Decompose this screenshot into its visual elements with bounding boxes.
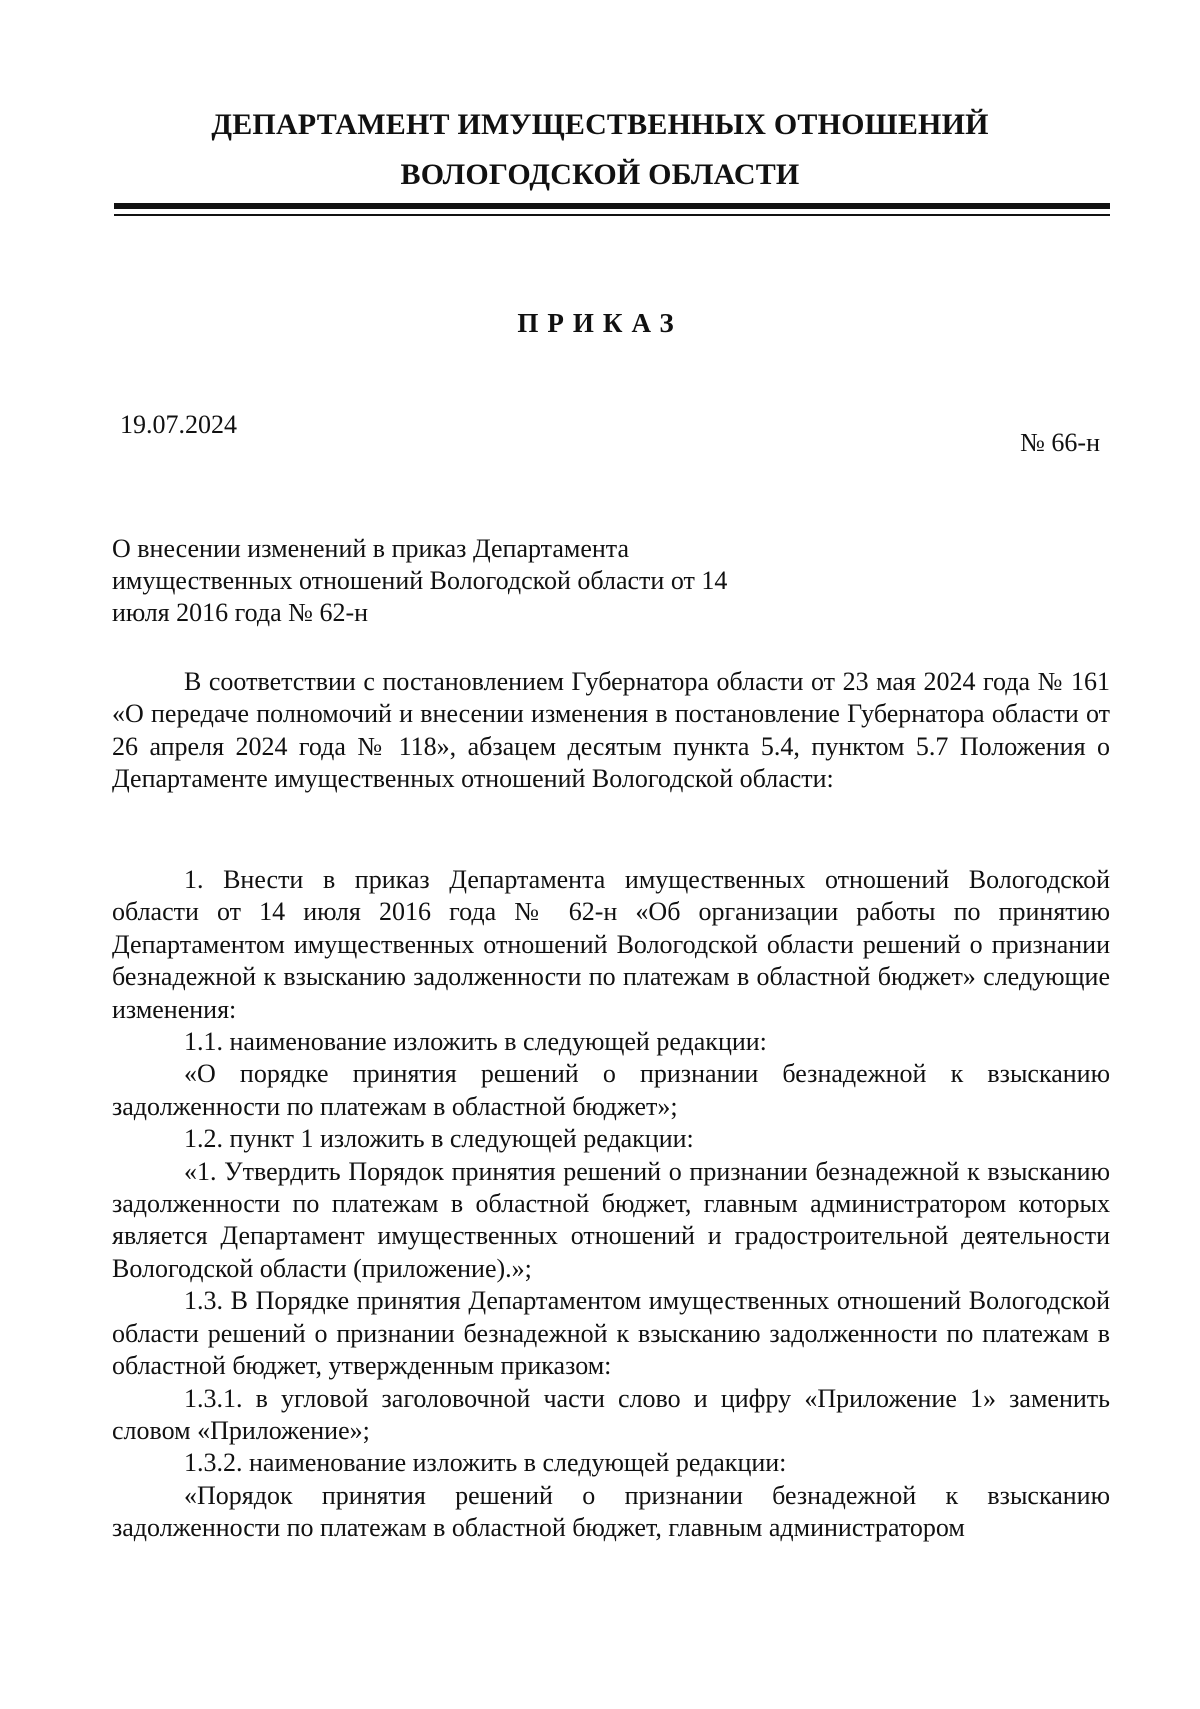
paragraph-1-3-1: 1.3.1. в угловой заголовочной части слово и цифру «Приложение 1» заменить словом «Приложение»; <box>112 1383 1110 1445</box>
paragraph-1-2-text: «1. Утвердить Порядок принятия решений о признании безнадежной к взысканию задолженности по платежам в областной бюджет, главным администратором которых является Департамент имущественных отношений и градостроительной деятельности Вологодской области (приложение).»; <box>112 1156 1110 1283</box>
paragraph-1-1-text: «О порядке принятия решений о признании безнадежной к взысканию задолженности по платежам в областной бюджет»; <box>112 1059 1110 1121</box>
paragraph-1-3-2: 1.3.2. наименование изложить в следующей редакции: <box>184 1448 787 1478</box>
header-rule-thick <box>114 203 1110 209</box>
organization-name-line1: ДЕПАРТАМЕНТ ИМУЩЕСТВЕННЫХ ОТНОШЕНИЙ <box>211 108 989 141</box>
document-subject: О внесении изменений в приказ Департамента имущественных отношений Вологодской области от 14 июля 2016 года № 62-н <box>112 534 728 627</box>
document-number: № 66-н <box>1020 428 1100 457</box>
header-rule-thin <box>114 214 1110 216</box>
document-date: 19.07.2024 <box>120 410 237 439</box>
preamble-paragraph: В соответствии с постановлением Губернатора области от 23 мая 2024 года № 161 «О передаче полномочий и внесении изменения в постановление Губернатора области от 26 апреля 2024 года № 118», абзацем десятым пункта 5.4, пунктом 5.7 Положения о Департаменте имущественных отношений Вологодской области: <box>112 667 1110 794</box>
paragraph-1: 1. Внести в приказ Департамента имущественных отношений Вологодской области от 14 июля 2016 года № 62-н «Об организации работы по принятию Департаментом имущественных отношений Вологодской области решений о признании безнадежной к взысканию задолженности по платежам в областной бюджет» следующие изменения: <box>112 865 1110 1024</box>
paragraph-1-1: 1.1. наименование изложить в следующей редакции: <box>184 1027 767 1057</box>
preamble-block <box>112 666 1110 796</box>
order-body <box>112 864 1110 1545</box>
document-title: ПРИКАЗ <box>517 308 683 338</box>
organization-name-line2: ВОЛОГОДСКОЙ ОБЛАСТИ <box>400 158 800 191</box>
paragraph-1-3-2-text: «Порядок принятия решений о признании безнадежной к взысканию задолженности по платежам в областной бюджет, главным администратором <box>112 1480 1110 1543</box>
paragraph-1-3: 1.3. В Порядке принятия Департаментом имущественных отношений Вологодской области решений о признании безнадежной к взысканию задолженности по платежам в областной бюджет, утвержденным приказом: <box>112 1286 1110 1381</box>
paragraph-1-2: 1.2. пункт 1 изложить в следующей редакции: <box>184 1124 694 1154</box>
